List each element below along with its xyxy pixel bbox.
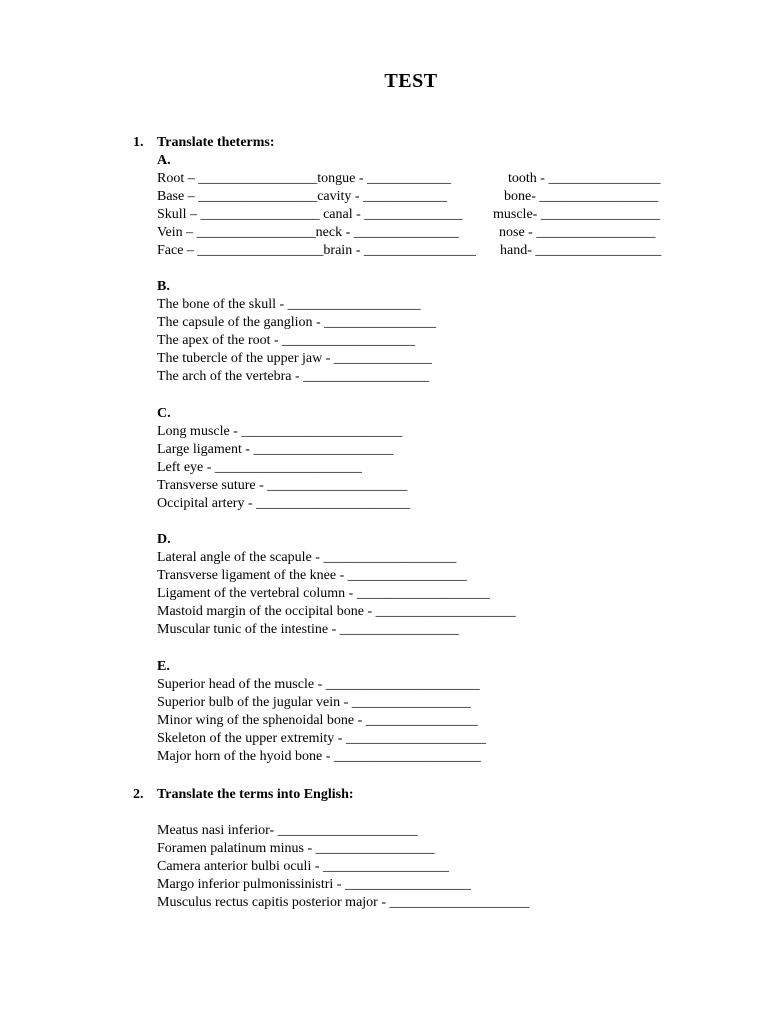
section-b-item-4: The tubercle of the upper jaw - ______________	[157, 351, 432, 366]
section-c-item-2: Large ligament - ____________________	[157, 442, 394, 457]
section-d-item-3: Ligament of the vertebral column - ___________________	[157, 586, 490, 601]
section-e-item-1: Superior head of the muscle - ______________________	[157, 677, 480, 692]
section-d-item-1: Lateral angle of the scapule - ___________________	[157, 550, 457, 565]
section-a-row-3-left: Skull – _________________ canal - ______________	[157, 207, 463, 222]
section-e-item-2: Superior bulb of the jugular vein - _________________	[157, 695, 471, 710]
section-a-row-2-right: bone- _________________	[504, 189, 659, 204]
section-b-item-3: The apex of the root - ___________________	[157, 333, 416, 348]
page-title: TEST	[384, 70, 438, 92]
section-a-row-1-left: Root – _________________tongue - ____________	[157, 171, 451, 186]
section-c-item-5: Occipital artery - ______________________	[157, 496, 411, 511]
section-a-row-1-right: tooth - ________________	[508, 171, 661, 186]
section-e-item-5: Major horn of the hyoid bone - _____________________	[157, 749, 481, 764]
section-b-item-5: The arch of the vertebra - __________________	[157, 369, 430, 384]
question-2-title: Translate the terms into English:	[157, 787, 354, 802]
section-c-item-1: Long muscle - _______________________	[157, 424, 403, 439]
section-c-item-4: Transverse suture - ____________________	[157, 478, 408, 493]
section-a-row-2-left: Base – _________________cavity - ____________	[157, 189, 448, 204]
section-e-item-4: Skeleton of the upper extremity - ____________________	[157, 731, 486, 746]
section-b-item-2: The capsule of the ganglion - ________________	[157, 315, 437, 330]
section-b-item-1: The bone of the skull - ___________________	[157, 297, 421, 312]
section-a-row-4-left: Vein – _________________neck - _______________	[157, 225, 459, 240]
q2-item-3: Camera anterior bulbi oculi - __________________	[157, 859, 449, 874]
question-2-number: 2.	[133, 787, 144, 802]
section-c-item-3: Left eye - _____________________	[157, 460, 362, 475]
section-b-label: B.	[157, 279, 170, 294]
section-a-row-5-left: Face – __________________brain - ________________	[157, 243, 476, 258]
q2-item-2: Foramen palatinum minus - _________________	[157, 841, 435, 856]
q2-item-1: Meatus nasi inferior- ____________________	[157, 823, 418, 838]
q2-item-4: Margo inferior pulmonissinistri - __________________	[157, 877, 471, 892]
q2-item-5: Musculus rectus capitis posterior major - ____________________	[157, 895, 530, 910]
section-d-item-5: Muscular tunic of the intestine - _________________	[157, 622, 459, 637]
section-a-row-4-right: nose - _________________	[499, 225, 656, 240]
question-1-number: 1.	[133, 135, 144, 150]
section-c-label: C.	[157, 406, 171, 421]
section-a-row-3-right: muscle- _________________	[493, 207, 660, 222]
section-d-item-2: Transverse ligament of the knee - _________________	[157, 568, 467, 583]
section-d-item-4: Mastoid margin of the occipital bone - ____________________	[157, 604, 516, 619]
section-d-label: D.	[157, 532, 171, 547]
section-a-label: A.	[157, 153, 171, 168]
question-1-title: Translate theterms:	[157, 135, 275, 150]
section-a-row-5-right: hand- __________________	[500, 243, 662, 258]
section-e-label: E.	[157, 659, 170, 674]
section-e-item-3: Minor wing of the sphenoidal bone - ________________	[157, 713, 478, 728]
